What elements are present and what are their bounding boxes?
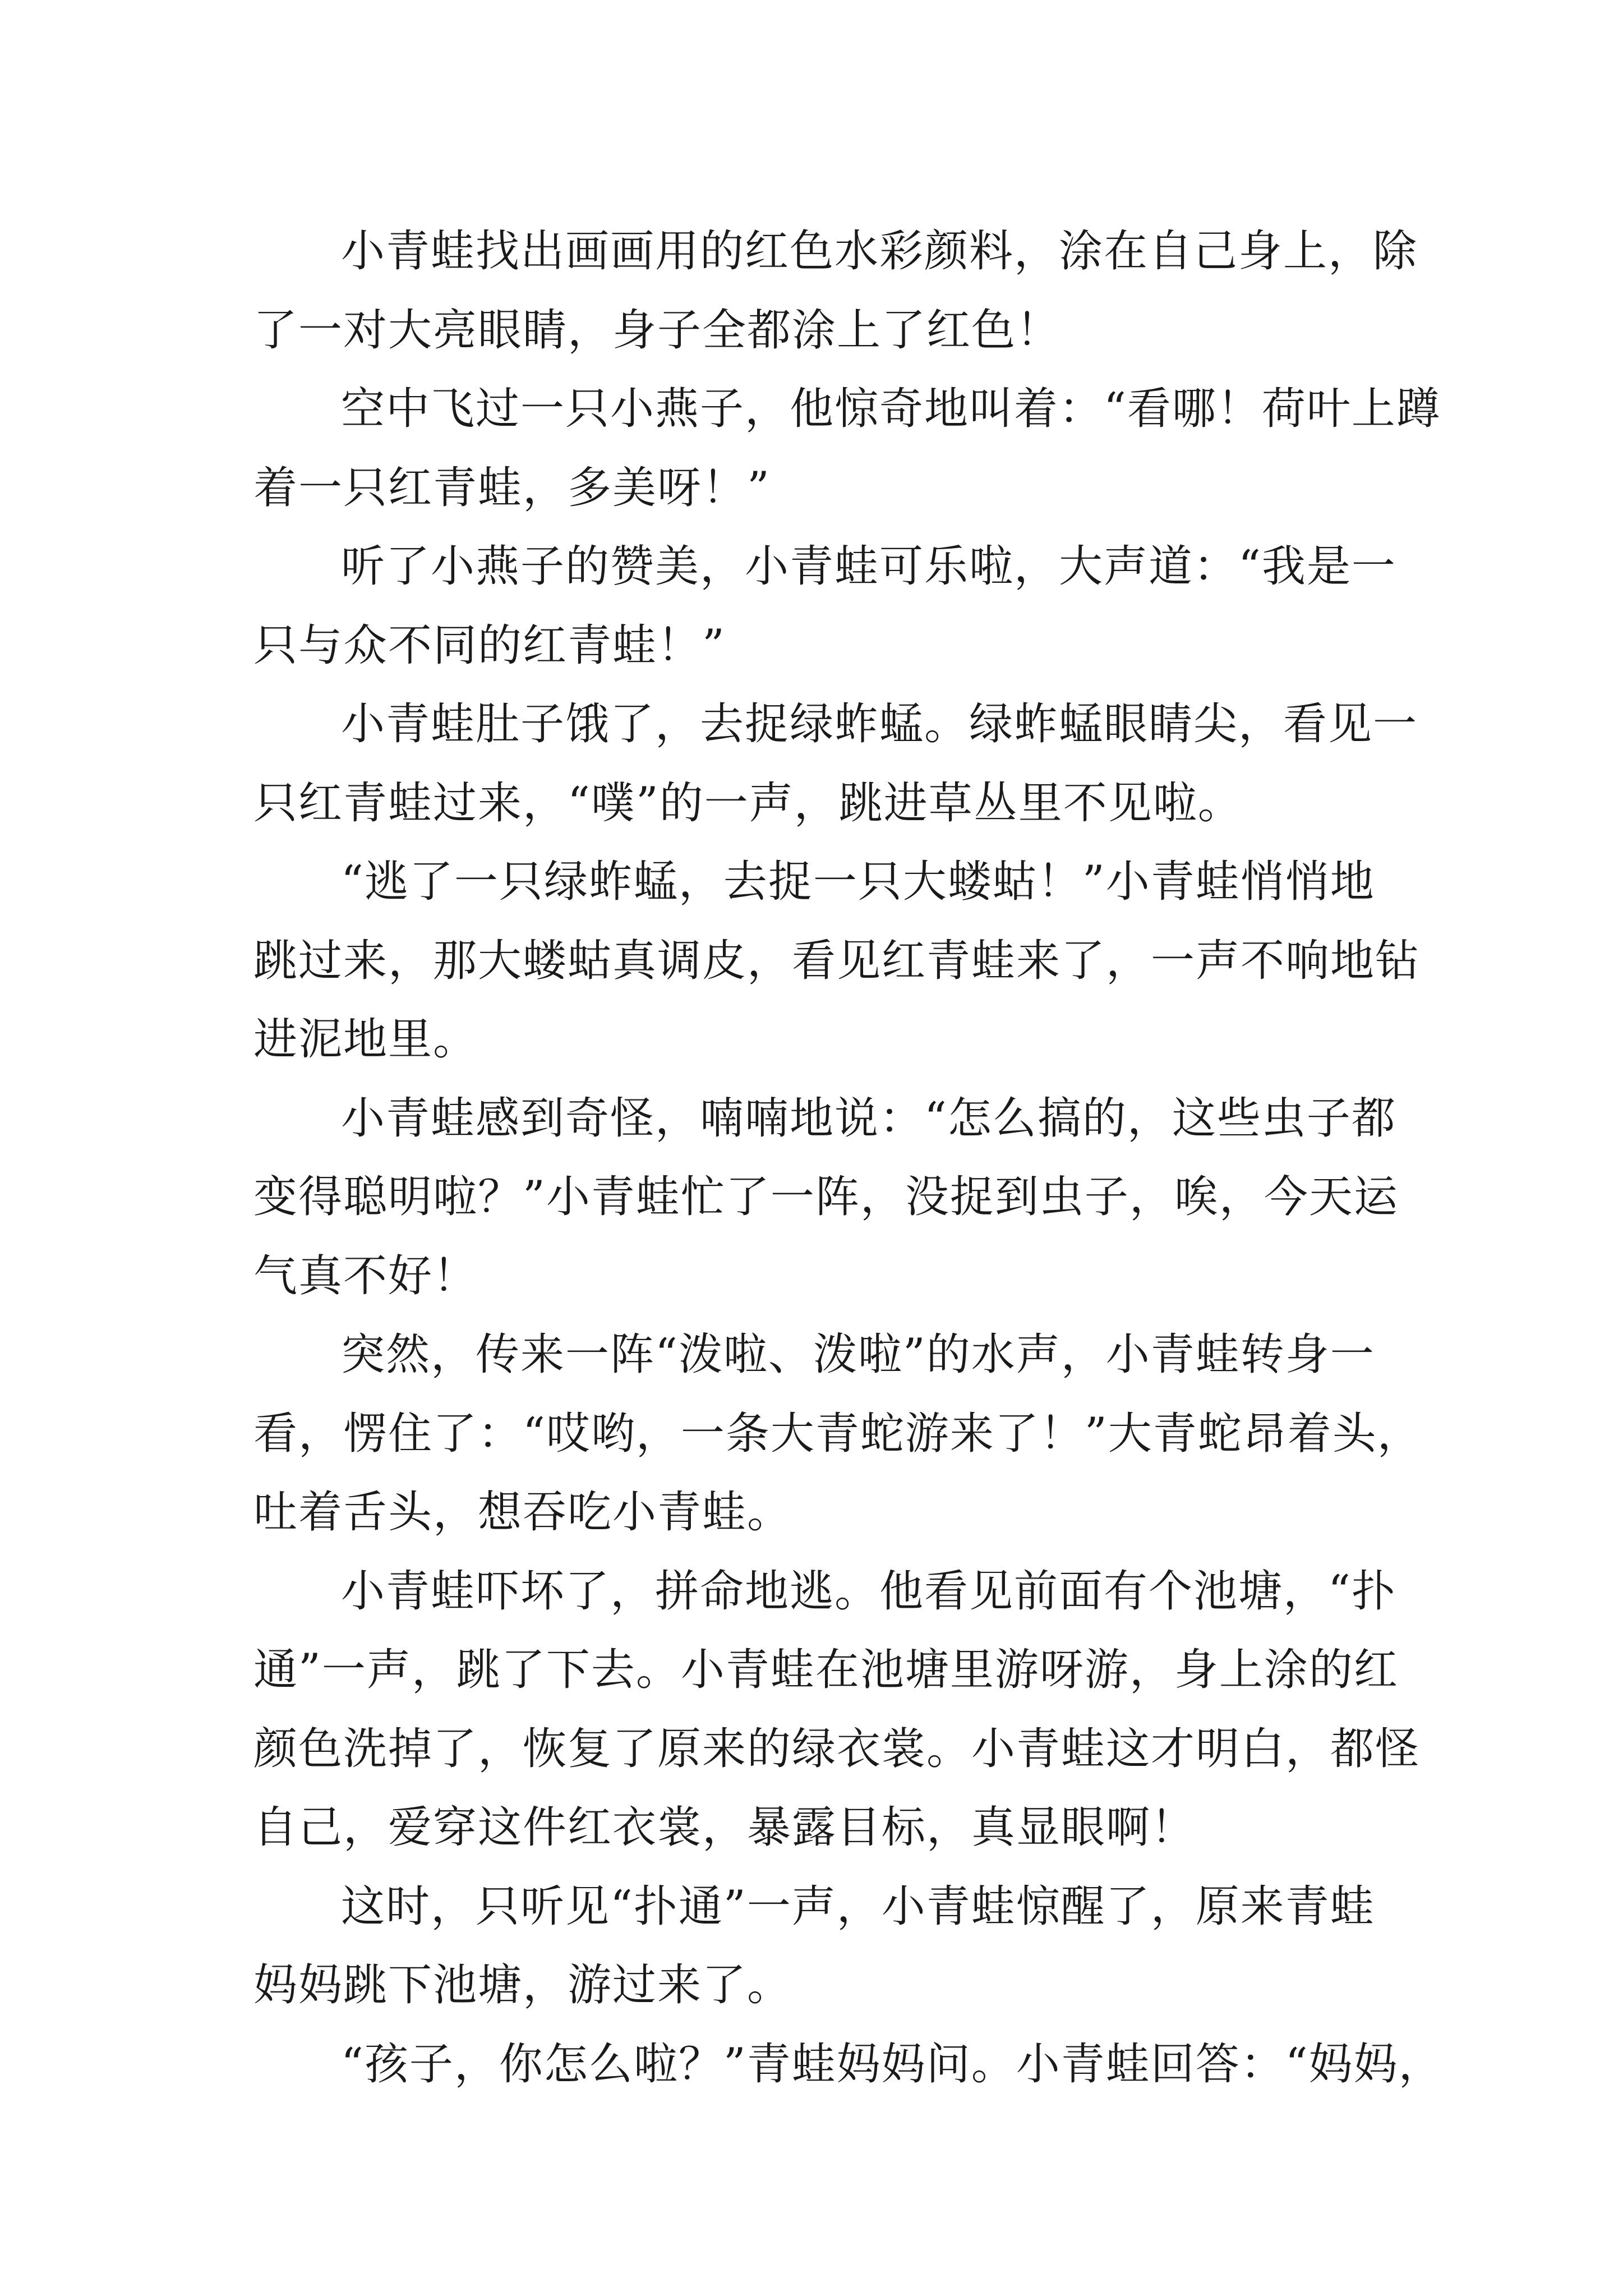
- paragraph: [253, 527, 1398, 685]
- text-line: 小青蛙找出画画用的红色水彩颜料，涂在自己身上，除: [341, 226, 1418, 277]
- paragraph: [253, 1079, 1398, 1316]
- text-line: 这时，只听见“扑通”一声，小青蛙惊醒了，原来青蛙: [341, 1881, 1375, 1932]
- text-line: 吐着舌头，想吞吃小青蛙。: [253, 1487, 792, 1538]
- text-line: 气真不好！: [253, 1250, 478, 1301]
- text-line: 颜色洗掉了，恢复了原来的绿衣裳。小青蛙这才明白，都怪: [253, 1723, 1421, 1774]
- text-line: 了一对大亮眼睛，身子全都涂上了红色！: [253, 305, 1062, 356]
- text-line: 听了小燕子的赞美，小青蛙可乐啦，大声道：“我是一: [341, 541, 1396, 592]
- paragraph: [253, 685, 1418, 843]
- text-line: 着一只红青蛙，多美呀！”: [253, 462, 771, 513]
- paragraph: [253, 1315, 1422, 1552]
- text-line: 通”一声，跳了下去。小青蛙在池塘里游呀游，身上涂的红: [253, 1645, 1399, 1695]
- text-line: 只与众不同的红青蛙！”: [253, 620, 726, 671]
- text-line: 进泥地里。: [253, 1014, 478, 1065]
- text-line: “孩子，你怎么啦？”青蛙妈妈问。小青蛙回答：“妈妈，: [341, 2039, 1444, 2090]
- text-line: 跳过来，那大蝼蛄真调皮，看见红青蛙来了，一声不响地钻: [253, 935, 1421, 986]
- text-line: 只红青蛙过来，“噗”的一声，跳进草丛里不见啦。: [253, 777, 1243, 829]
- text-line: 妈妈跳下池塘，游过来了。: [253, 1960, 792, 2010]
- text-line: 小青蛙感到奇怪，喃喃地说：“怎么搞的，这些虫子都: [341, 1093, 1396, 1144]
- paragraph: [253, 2025, 1444, 2104]
- paragraph: [253, 212, 1418, 370]
- paragraph: [253, 1552, 1421, 1867]
- paragraph: [253, 1867, 1398, 2025]
- text-line: 空中飞过一只小燕子，他惊奇地叫着：“看哪！荷叶上蹲: [341, 384, 1441, 434]
- text-line: 小青蛙肚子饿了，去捉绿蚱蜢。绿蚱蜢眼睛尖，看见一: [341, 699, 1418, 749]
- paragraph: [253, 370, 1441, 527]
- text-line: 看，愣住了：“哎哟，一条大青蛇游来了！”大青蛇昂着头，: [253, 1408, 1422, 1459]
- text-line: “逃了一只绿蚱蜢，去捉一只大蝼蛄！”小青蛙悄悄地: [341, 857, 1375, 907]
- text-line: 自己，爱穿这件红衣裳，暴露目标，真显眼啊！: [253, 1802, 1196, 1853]
- paragraph: [253, 843, 1421, 1079]
- text-line: 小青蛙吓坏了，拼命地逃。他看见前面有个池塘，“扑: [341, 1566, 1396, 1617]
- text-line: 变得聪明啦？”小青蛙忙了一阵，没捉到虫子，唉，今天运: [253, 1172, 1399, 1222]
- text-line: 突然，传来一阵“泼啦、泼啦”的水声，小青蛙转身一: [341, 1329, 1375, 1380]
- story-text: [253, 212, 1444, 2104]
